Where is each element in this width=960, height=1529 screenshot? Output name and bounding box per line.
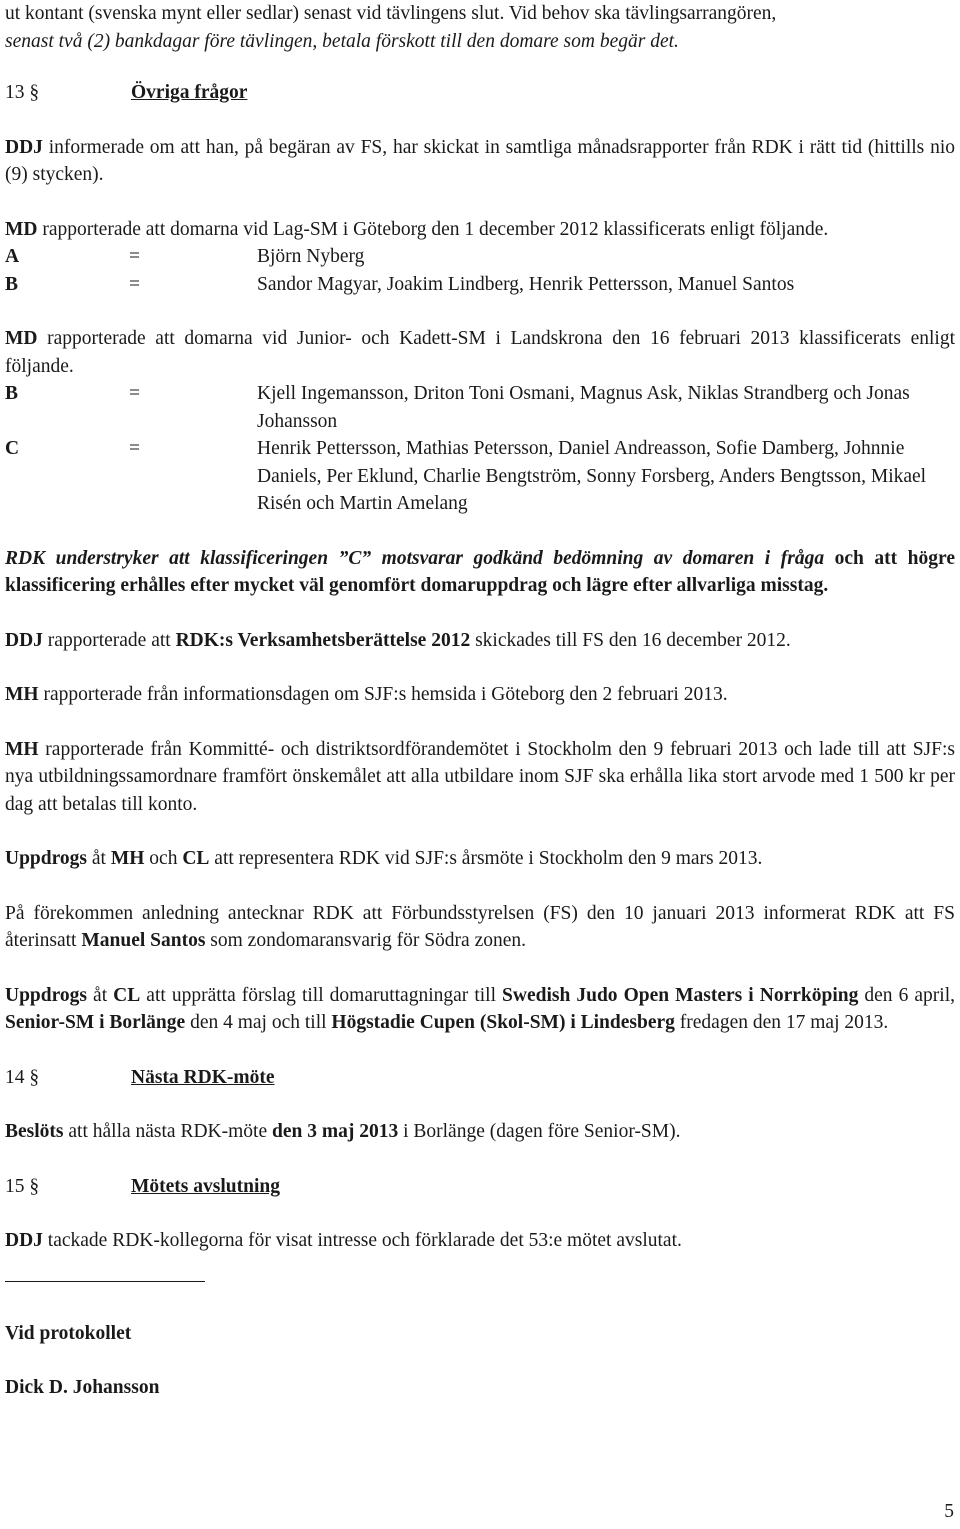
signature-name: Dick D. Johansson — [5, 1377, 160, 1398]
paragraph-beslots: Beslöts att hålla nästa RDK-möte den 3 maj 2013 i Borlänge (dagen före Senior-SM). — [5, 1121, 681, 1142]
document-page — [5, 0, 955, 1402]
section-number: 15 — [5, 1175, 25, 1197]
paragraph-md-lag-sm: MD rapporterade att domarna vid Lag-SM i Göteborg den 1 december 2012 klassificerats enligt följande. — [5, 218, 829, 240]
section-13-heading — [5, 79, 955, 107]
list-item: B = Kjell Ingemansson, Driton Toni Osmani, Magnus Ask, Niklas Strandberg och Jonas Johansson — [5, 383, 910, 432]
paragraph-forekommen: På förekommen anledning antecknar RDK att Förbundsstyrelsen (FS) den 10 januari 2013 informerat RDK att FS återinsatt Manuel Santos som zondomaransvarig för Södra zonen. — [5, 902, 955, 951]
section-15-heading — [5, 1173, 955, 1201]
section-sign-icon: § — [29, 1066, 40, 1088]
list-item: B = Sandor Magyar, Joakim Lindberg, Henrik Pettersson, Manuel Santos — [5, 273, 795, 295]
intro-line-1: ut kontant (svenska mynt eller sedlar) senast vid tävlingens slut. Vid behov ska tävlingsarrangören, — [5, 3, 777, 24]
section-title: Övriga frågor — [131, 82, 248, 103]
list-item: A = Björn Nyberg — [5, 246, 365, 267]
rdk-classification-note: RDK understryker att klassificeringen ”C” motsvarar godkänd bedömning av domaren i fråga och att högre klassificering erhålles efter mycket väl genomfört domaruppdrag och lägre efter allvarliga misstag. — [5, 547, 955, 596]
paragraph-md-junior-sm: MD rapporterade att domarna vid Junior- och Kadett-SM i Landskrona den 16 februari 2013 klassificerats enligt följande. — [5, 328, 955, 377]
page-number: 5 — [944, 1501, 954, 1522]
paragraph-closing: DDJ tackade RDK-kollegorna för visat intresse och förklarade det 53:e mötet avslutat. — [5, 1230, 682, 1251]
list-item: C = Henrik Pettersson, Mathias Petersson, Daniel Andreasson, Sofie Damberg, Johnnie Daniels, Per Eklund, Charlie Bengtström, Sonny Forsberg, Anders Bengtsson, Mikael Risén och Martin Amelang — [5, 438, 927, 514]
section-number: 13 — [5, 82, 25, 103]
paragraph-ddj-verksamhet: DDJ rapporterade att RDK:s Verksamhetsberättelse 2012 skickades till FS den 16 december 2012. — [5, 629, 791, 651]
intro-line-2: senast två (2) bankdagar före tävlingen, betala förskott till den domare som begär det. — [5, 30, 679, 52]
paragraph-mh-kommitte: MH rapporterade från Kommitté- och distriktsordförandemötet i Stockholm den 9 februari 2013 och lade till att SJF:s nya utbildningssamordnare framfört önskemålet att alla utbildare inom SJF ska erhålla lika stort arvode med 1 500 kr per dag att betalas till konto. — [5, 738, 955, 815]
classification-list-junior-sm — [5, 380, 955, 518]
intro-continuation — [5, 0, 955, 55]
section-title: Mötets avslutning — [131, 1175, 280, 1197]
section-sign-icon: § — [29, 82, 40, 103]
section-title: Nästa RDK-möte — [131, 1066, 275, 1088]
paragraph-mh-info: MH rapporterade från informationsdagen om SJF:s hemsida i Göteborg den 2 februari 2013. — [5, 684, 728, 705]
section-14-heading — [5, 1064, 955, 1092]
paragraph-uppdrogs-domaruttagning: Uppdrogs åt CL att upprätta förslag till domaruttagningar till Swedish Judo Open Masters i Norrköping den 6 april, Senior-SM i Borlänge den 4 maj och till Högstadie Cupen (Skol-SM) i Lindesberg fredagen den 17 maj 2013. — [5, 984, 955, 1033]
paragraph-uppdrogs-arsmote: Uppdrogs åt MH och CL att representera RDK vid SJF:s årsmöte i Stockholm den 9 mars 2013. — [5, 848, 763, 869]
section-number: 14 — [5, 1066, 25, 1088]
section-sign-icon: § — [29, 1175, 40, 1197]
signature-label: Vid protokollet — [5, 1322, 132, 1344]
paragraph-ddj-reports: DDJ informerade om att han, på begäran av FS, har skickat in samtliga månadsrapporter från RDK i rätt tid (hittills nio (9) stycken). — [5, 136, 955, 185]
classification-list-lag-sm — [5, 243, 955, 298]
